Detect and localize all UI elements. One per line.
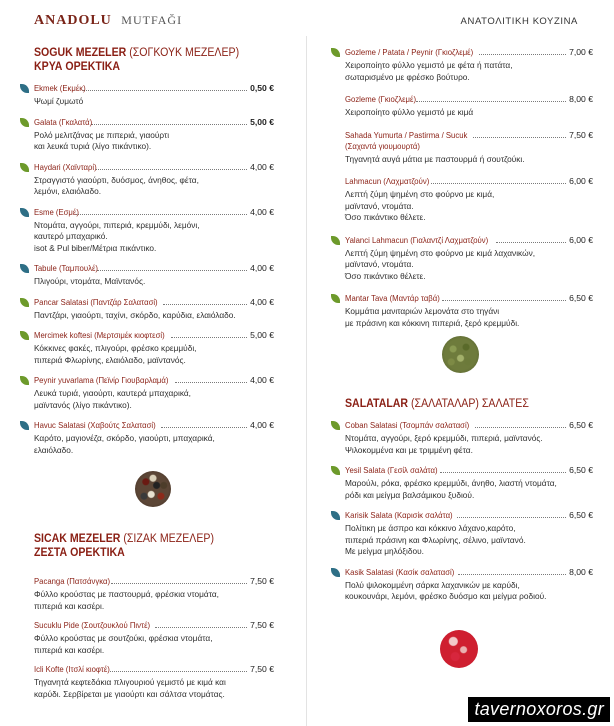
item-description [345, 580, 593, 603]
description-line: Πολίτικη με άσπρο και κόκκινο λάχανο,καρότο, [345, 523, 516, 533]
description-line: Λεπτή ζύμη ψημένη στο φούρνο με κιμά λαχανικών, [345, 247, 536, 258]
item-description [34, 633, 274, 656]
item-description [34, 96, 274, 108]
watermark: tavernoxoros.gr [468, 697, 610, 722]
item-name: Karisik Salata (Καρισίκ σαλάτα) [345, 510, 453, 520]
cuisine-title: ΑΝΑΤΟΛΙΤΙΚΗ ΚΟΥΖΙΝΑ [460, 16, 578, 27]
item-description [34, 175, 274, 198]
description-line: λεμόνι, ελαιόλαδο. [34, 186, 102, 196]
dot-leader [457, 517, 567, 518]
description-line: Ψωμί ζυμωτό [34, 96, 84, 106]
dot-leader [171, 337, 247, 338]
description-line: καυτερό μπαχαρικό. [34, 231, 108, 241]
dot-leader [473, 137, 566, 138]
dot-leader [458, 574, 566, 575]
item-row [34, 576, 274, 587]
description-line: πιπεριά και κασέρι. [34, 600, 105, 611]
section-title-hot [34, 532, 255, 560]
item-name-cont: (Σαχαντά γιουμουρτά) [345, 140, 420, 151]
menu-item [20, 620, 274, 656]
item-description [345, 189, 593, 224]
description-line: σωταρισμένο με φρέσκο βούτυρο. [345, 71, 470, 82]
menu-item [331, 465, 593, 501]
section-title-greek: (ΣΟΓΚΟΥΚ ΜΕΖΕΛΕΡ) [129, 47, 240, 59]
description-line: ρόδι και μείγμα βαλσάμικου ξυδιού. [345, 489, 475, 500]
item-name: Yalanci Lahmacun (Γιαλαντζί Λαχματζούν) [345, 234, 489, 245]
item-price: 6,50 € [569, 420, 593, 430]
menu-item [20, 117, 274, 153]
dot-leader [111, 583, 248, 584]
item-description [34, 677, 274, 700]
dot-leader [155, 627, 247, 628]
item-description [345, 306, 593, 329]
section-title-main: SOGUK MEZELER [34, 47, 127, 59]
dot-leader [479, 54, 566, 55]
section-title-salads [345, 397, 573, 411]
item-row [34, 207, 274, 218]
description-line: και λευκά τυριά (λίγο πικάντικο). [34, 141, 152, 151]
peppercorn-image [135, 471, 171, 507]
dot-leader [91, 124, 247, 125]
cold-mezes-section [20, 46, 274, 456]
item-price: 5,00 € [250, 330, 274, 340]
item-price: 8,00 € [569, 94, 593, 104]
hot-continued-items-list [331, 47, 593, 329]
description-line: Παντζάρι, γιαούρτι, ταχίνι, σκόρδο, καρύδια, ελαιόλαδο. [34, 309, 236, 320]
description-line: Όσο πικάντικο θέλετε. [345, 270, 426, 281]
sumac-image [440, 630, 478, 668]
description-line: Κόκκινες φακές, πλιγούρι, φρέσκο κρεμμύδι, [34, 343, 197, 353]
item-description [345, 478, 593, 501]
description-line: με πράσινη και κόκκινη πιπεριά, ξερό κρεμμύδι. [345, 317, 520, 328]
item-description [34, 310, 274, 322]
description-line: Στραγγιστό γιαούρτι, δυόσμος, άνηθος, φέτα, [34, 174, 199, 185]
item-description [34, 276, 274, 288]
item-description [34, 589, 274, 612]
item-description [345, 433, 593, 456]
leaf-icon [331, 421, 340, 430]
leaf-icon [20, 264, 29, 273]
section-title-greek-sub: ΚΡΥΑ ΟΡΕΚΤΙΚΑ [34, 61, 121, 73]
item-row [345, 47, 593, 58]
dot-leader [110, 671, 247, 672]
item-description [34, 130, 274, 153]
item-row [34, 162, 274, 173]
item-description [34, 343, 274, 366]
item-name: Tabule (Ταμπουλέ) [34, 263, 98, 273]
item-row [34, 330, 274, 341]
item-name: Peynir yuvarlama (Πεϊνίρ Γιουβαρλαμά) [34, 375, 169, 385]
description-line: πιπεριά πράσινη και Φλωρίνης, σέλινο, μαϊντανό. [345, 534, 526, 545]
item-price: 8,00 € [569, 566, 593, 577]
item-row [34, 117, 274, 128]
item-price: 4,00 € [250, 263, 274, 273]
leaf-icon [331, 236, 340, 245]
leaf-icon [20, 163, 29, 172]
description-line: Τηγανητά αυγά μάτια με παστουρμά ή σουτζούκι. [345, 153, 525, 164]
item-price: 7,50 € [250, 664, 274, 674]
salad-items-list [331, 420, 593, 603]
item-row [345, 94, 593, 105]
item-row [34, 664, 274, 675]
leaf-icon [331, 568, 340, 577]
item-description [345, 523, 593, 558]
item-description [345, 107, 593, 119]
menu-item [20, 263, 274, 288]
description-line: πιπεριά και κασέρι. [34, 644, 105, 655]
description-line: Χειροποίητο φύλλο γεμιστό με κιμά [345, 107, 474, 117]
dot-leader [416, 101, 566, 102]
item-price: 7,50 € [250, 620, 274, 630]
section-title-greek: (ΣΑΛΑΤΑΛΑΡ) ΣΑΛΑΤΕΣ [411, 398, 529, 410]
menu-item [331, 235, 593, 283]
item-name: Gozleme (Γκιοζλεμέ) [345, 94, 417, 104]
leaf-icon [20, 421, 29, 430]
item-name: Coban Salatasi (Τσομπάν σαλατασί) [345, 420, 470, 430]
item-price: 6,50 € [569, 465, 593, 475]
item-price: 6,50 € [569, 293, 593, 303]
item-name: Sahada Yumurta / Pastirma / Sucuk [345, 129, 468, 140]
item-price: 7,50 € [569, 129, 593, 140]
dot-leader [97, 270, 247, 271]
dot-leader [96, 169, 247, 170]
item-name: Ekmek (Εκμέκ) [34, 83, 86, 93]
description-line: μαϊντανό, ντομάτα. [345, 200, 414, 211]
menu-item [331, 510, 593, 558]
logo-text: ANADOLU [34, 13, 112, 28]
menu-item [331, 293, 593, 329]
menu-item [20, 297, 274, 322]
leaf-icon [331, 294, 340, 303]
menu-item [20, 420, 274, 456]
menu-item [331, 567, 593, 603]
dot-leader [161, 427, 247, 428]
description-line: Ντομάτα, αγγούρι, πιπεριά, κρεμμύδι, λεμόνι, [34, 219, 200, 230]
menu-item [331, 130, 593, 166]
item-name: Sucuklu Pide (Σουτζουκλού Πιντέ) [34, 620, 151, 630]
item-price: 4,00 € [250, 161, 274, 172]
dot-leader [83, 90, 247, 91]
description-line: καρύδι. Σερβίρεται με γιαούρτι και σάλτσα ντομάτας. [34, 688, 225, 699]
description-line: Πλιγούρι, ντομάτα, Μαϊντανός. [34, 276, 146, 286]
description-line: isot & Pul biber/Μέτρια πικάντικο. [34, 242, 157, 253]
item-row [34, 620, 274, 631]
item-price: 6,00 € [569, 234, 593, 245]
item-name: Gozleme / Patata / Peynir (Γκιοζλεμέ) [345, 47, 474, 57]
menu-item [331, 176, 593, 224]
menu-item [20, 375, 274, 411]
menu-item [20, 162, 274, 198]
dot-leader [76, 214, 247, 215]
section-title-main: SALATALAR [345, 398, 409, 410]
leaf-icon [20, 298, 29, 307]
description-line: Όσο πικάντικο θέλετε. [345, 212, 426, 222]
item-description [345, 248, 593, 283]
brand-logo [34, 13, 182, 29]
section-title-cold [34, 46, 255, 74]
description-line: Πολύ ψιλοκομμένη σάρκα λαχανικών με καρύδι, [345, 579, 520, 590]
item-name: Mantar Tava (Μαντάρ ταβά) [345, 293, 440, 303]
item-price: 7,50 € [250, 576, 274, 586]
description-line: Ψιλοκομμένα και με τριμμένη φέτα. [345, 444, 473, 455]
item-row [345, 176, 593, 187]
menu-item [20, 83, 274, 108]
item-name: Havuc Salatasi (Χαβούτς Σαλατασί) [34, 420, 156, 430]
leaf-icon [331, 466, 340, 475]
item-price: 0,50 € [250, 83, 274, 93]
dot-leader [442, 300, 566, 301]
section-title-main: SICAK MEZELER [34, 533, 121, 545]
item-row [345, 465, 593, 476]
item-description [345, 60, 593, 83]
description-line: Καρότο, μαγιονέζα, σκόρδο, γιαούρτι, μπαχαρικά, [34, 433, 215, 443]
menu-item [331, 94, 593, 119]
description-line: Χειροποίητο φύλλο γεμιστό με φέτα ή πατάτα, [345, 60, 513, 70]
leaf-icon [20, 118, 29, 127]
description-line: Ρολό μελιτζάνας με πιπεριά, γιαούρτι [34, 129, 170, 140]
item-row [345, 293, 593, 304]
description-line: Με μείγμα μηλόξιδου. [345, 546, 424, 556]
item-row [34, 83, 274, 94]
description-line: Κομμάτια μανιταριών λεμονάτα στο τηγάνι [345, 306, 500, 316]
description-line: Τηγανητά κεφτεδάκια πλιγουριού γεμιστό με κιμά και [34, 677, 226, 687]
item-name: Haydari (Χαϊνταρί) [34, 161, 97, 172]
section-title-greek: (ΣΙΖΑΚ ΜΕΖΕΛΕΡ) [123, 533, 214, 545]
dot-leader [163, 304, 247, 305]
item-price: 5,00 € [250, 116, 274, 127]
dot-leader [175, 382, 247, 383]
item-row [34, 297, 274, 308]
item-row [34, 375, 274, 386]
item-price: 4,00 € [250, 206, 274, 217]
leaf-icon [331, 511, 340, 520]
item-description [34, 433, 274, 456]
herb-image [442, 336, 479, 373]
description-line: Φύλλο κρούστας με σουτζούκι, φρέσκια ντομάτα, [34, 633, 213, 643]
description-line: Ντομάτα, αγγούρι, ξερό κρεμμύδι, πιπεριά, μαϊντανός. [345, 433, 543, 443]
item-row [34, 420, 274, 431]
description-line: Φύλλο κρούστας με παστουρμά, φρέσκια ντομάτα, [34, 589, 219, 599]
item-row [345, 510, 593, 521]
item-description [34, 220, 274, 255]
description-line: ελαιόλαδο. [34, 444, 74, 455]
leaf-icon [20, 331, 29, 340]
item-name: Icli Kofte (Ιτσλί κιοφτέ) [34, 664, 110, 674]
hot-items-list [20, 576, 274, 700]
salads-section [331, 397, 593, 603]
item-row [345, 130, 593, 141]
leaf-icon [20, 376, 29, 385]
description-line: Μαρούλι, ρόκα, φρέσκο κρεμμύδι, άνηθο, λιαστή ντομάτα, [345, 478, 557, 488]
item-price: 4,00 € [250, 296, 274, 307]
dot-leader [475, 427, 566, 428]
item-name: Mercimek koftesi (Μερτσιμέκ κιοφτεσί) [34, 330, 165, 340]
item-price: 7,00 € [569, 47, 593, 57]
menu-item [20, 207, 274, 255]
item-row [345, 567, 593, 578]
leaf-icon [331, 48, 340, 57]
cold-items-list [20, 83, 274, 456]
column-divider [306, 36, 307, 726]
item-price: 6,50 € [569, 510, 593, 520]
item-row [345, 235, 593, 246]
item-name: Lahmacun (Λαχματζούν) [345, 176, 430, 186]
item-name: Esme (Εσμέ) [34, 206, 79, 217]
description-line: πιπεριά Φλωρίνης, ελαιόλαδο, μαϊντανός. [34, 354, 186, 365]
item-name: Galata (Γκαλατά) [34, 116, 93, 127]
leaf-icon [20, 84, 29, 93]
item-price: 4,00 € [250, 420, 274, 430]
item-description [345, 154, 593, 166]
item-row [34, 263, 274, 274]
section-title-greek-sub: ΖΕΣΤΑ ΟΡΕΚΤΙΚΑ [34, 547, 125, 559]
description-line: μαϊντανός (λίγο πικάντικο). [34, 399, 132, 410]
dot-leader [431, 183, 566, 184]
item-name: Kasik Salatasi (Κασίκ σαλατασί) [345, 566, 455, 577]
item-name: Yesil Salata (Γεσίλ σαλάτα) [345, 465, 438, 475]
menu-item [20, 330, 274, 366]
item-row [345, 420, 593, 431]
hot-mezes-section [20, 532, 274, 700]
menu-item [20, 576, 274, 612]
menu-item [331, 47, 593, 83]
dot-leader [440, 472, 566, 473]
description-line: κουκουνάρι, λεμόνι, φρέσκο δυόσμο και μείγμα ροδιού. [345, 591, 547, 601]
item-name: Pacanga (Πατσάνγκα) [34, 576, 111, 586]
dot-leader [496, 242, 566, 243]
item-description [34, 388, 274, 411]
logo-sub: MUTFAĞI [121, 13, 183, 27]
item-name: Pancar Salatasi (Παντζάρ Σαλατασί) [34, 296, 158, 307]
menu-item [331, 420, 593, 456]
description-line: Λευκά τυριά, γιαούρτι, καυτερά μπαχαρικά, [34, 388, 191, 398]
item-price: 4,00 € [250, 375, 274, 385]
leaf-icon [20, 208, 29, 217]
menu-item [20, 664, 274, 700]
description-line: Λεπτή ζύμη ψημένη στο φούρνο με κιμά, [345, 189, 495, 199]
item-price: 6,00 € [569, 176, 593, 186]
description-line: μαϊντανό, ντομάτα. [345, 259, 414, 269]
